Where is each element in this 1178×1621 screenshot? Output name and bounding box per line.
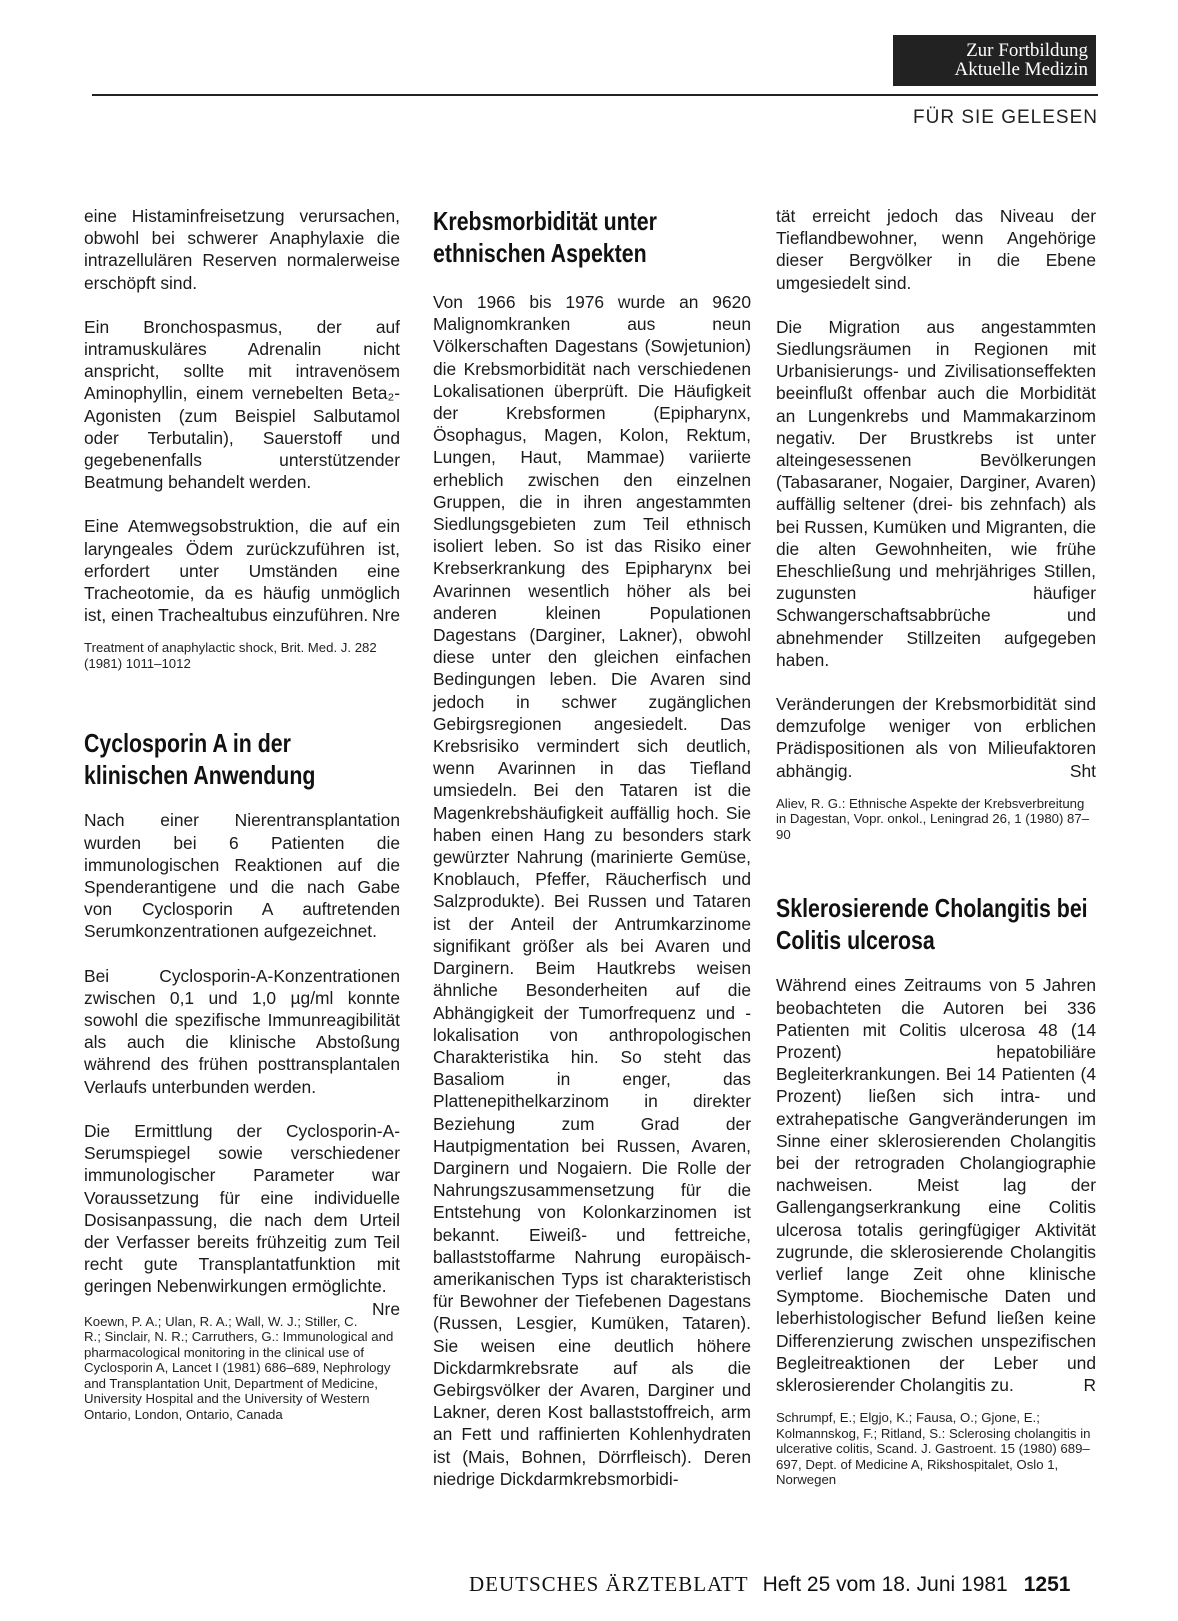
column-3 — [776, 205, 1096, 1488]
paragraph: eine Histaminfreisetzung verursachen, obwohl bei schwerer Anaphylaxie die intrazellulären Reserven normalerweise erschöpft sind. — [84, 206, 400, 293]
paragraph-text: Eine Atemwegsobstruktion, die auf ein laryngeales Ödem zurückzuführen ist, erfordert unter Umständen eine Tracheotomie, da es häufig unmöglich ist, einen Trachealtubus einzuführen. — [84, 516, 400, 626]
author-signature: Sht — [1069, 760, 1096, 781]
badge-line-1: Zur Fortbildung — [966, 40, 1088, 61]
badge-line-2: Aktuelle Medizin — [954, 59, 1088, 80]
article-title: Cyclosporin A in der klinischen Anwendung — [84, 728, 316, 791]
reference: Aliev, R. G.: Ethnische Aspekte der Krebsverbreitung in Dagestan, Vopr. onkol., Leningrad 26, 1 (1980) 87–90 — [776, 795, 1090, 842]
header-rule — [92, 94, 1098, 96]
reference: Treatment of anaphylactic shock, Brit. Med. J. 282 (1981) 1011–1012 — [84, 640, 377, 671]
paragraph-text: Die Ermittlung der Cyclosporin-A-Serumspiegel sowie verschiedener immunologischer Parameter war Voraussetzung für eine individuelle Dosisanpassung, die nach dem Urteil der Verfasser bereits frühzeitig zum Teil recht gute Transplantatfunktion mit geringen Nebenwirkungen ermöglichte. — [84, 1120, 400, 1297]
column-2 — [433, 205, 751, 1512]
paragraph — [776, 693, 1096, 782]
column-1 — [84, 205, 400, 1422]
paragraph — [776, 974, 1096, 1396]
author-signature: Nre — [371, 1298, 400, 1319]
paragraph: tät erreicht jedoch das Niveau der Tieflandbewohner, wenn Angehörige dieser Bergvölker in die Ebene umgesiedelt sind. — [776, 206, 1096, 293]
paragraph: Nach einer Nierentransplantation wurden bei 6 Patienten die immunologischen Reaktionen auf die Spenderantigene und die nach Gabe von Cyclosporin A auftretenden Serumkonzentrationen aufgezeichnet. — [84, 810, 400, 942]
reference: Koewn, P. A.; Ulan, R. A.; Wall, W. J.; Stiller, C. R.; Sinclair, N. R.; Carruthers, G.: Immunological and pharmacological monitoring in the clinical use of Cyclosporin A, Lancet I (1981) 686–689, Nephrology and Transplantation Unit, Department of Medicine, University Hospital and the University of Western Ontario, London, Ontario, Canada — [84, 1313, 394, 1422]
author-signature: R — [1083, 1375, 1096, 1396]
author-signature: Nre — [371, 605, 400, 626]
section-label: FÜR SIE GELESEN — [913, 107, 1098, 128]
reference: Schrumpf, E.; Elgjo, K.; Fausa, O.; Gjone, E.; Kolmannskog, F.; Ritland, S.: Sclerosing cholangitis in ulcerative colitis, Scand. J. Gastroent. 15 (1980) 689–697, Dept. of Medicine A, Rikshospitalet, Oslo 1, Norwegen — [776, 1410, 1091, 1488]
page-footer — [469, 1572, 1070, 1597]
paragraph: Von 1966 bis 1976 wurde an 9620 Malignomkranken aus neun Völkerschaften Dagestans (Sowjetunion) die Krebsmorbidität nach verschiedenen Lokalisationen überprüft. Die Häufigkeit der Krebsformen (Epipharynx, Ösophagus, Magen, Kolon, Rektum, Lungen, Haut, Mammae) variierte erheblich zwischen den einzelnen Gruppen, die in ihren angestammten Siedlungsgebieten zum Teil ethnisch isoliert leben. So ist das Risiko einer Krebserkrankung des Epipharynx bei Avarinnen wesentlich höher als bei anderen kleinen Populationen Dagestans (Darginer, Lakner), obwohl diese unter den gleichen einfachen Bedingungen leben. Die Avaren sind jedoch in schwer zugänglichen Gebirgsregionen angesiedelt. Das Krebsrisiko vermindert sich deutlich, wenn Avarinnen in das Tiefland umsiedeln. Bei den Tataren ist die Magenkrebshäufigkeit auffällig hoch. Sie haben einen Hang zu besonders stark gewürzter Nahrung (marinierte Gemüse, Knoblauch, Pfeffer, Räucherfisch und Salzprodukte). Bei Russen und Tataren ist der Anteil der Antrumkarzinome signifikant größer als bei Avaren und Darginern. Beim Hautkrebs weisen ähnliche Besonderheiten auf die Abhängigkeit der Tumorfrequenz und -lokalisation von anthropologischen Charakteristika hin. So steht das Basaliom in enger, das Plattenepithelkarzinom in direkter Beziehung zum Grad der Hautpigmentation bei Russen, Avaren, Darginern und Nogaiern. Die Rolle der Nahrungszusammensetzung für die Entstehung von Kolonkarzinomen ist bekannt. Eiweiß- und fettreiche, ballaststoffarme Nahrung europäisch-amerikanischen Typs ist charakteristisch für Bewohner der Tiefebenen Dagestans (Russen, Lesgier, Kumüken, Tataren). Sie weisen eine deutlich höhere Dickdarmkrebsrate auf als die Gebirgsvölker der Avaren, Darginer und Lakner, deren Kost ballaststoffreich, arm an Fett und raffinierten Kohlenhydraten ist (Mais, Bohnen, Dörrfleisch). Deren niedrige Dickdarmkrebsmorbidi- — [433, 292, 751, 1489]
paragraph: Ein Bronchospasmus, der auf intramuskuläres Adrenalin nicht anspricht, sollte mit intravenösem Aminophyllin, einem vernebelten Beta₂-Agonisten (zum Beispiel Salbutamol oder Terbutalin), Sauerstoff und gegebenenfalls unterstützender Beatmung behandelt werden. — [84, 316, 400, 493]
paragraph: Die Migration aus angestammten Siedlungsräumen in Regionen mit Urbanisierungs- und Zivilisationseffekten beeinflußt offenbar auch die Morbidität an Lungenkrebs und Mammakarzinom negativ. Der Brustkrebs ist unter alteingesessenen Bevölkerungen (Tabasaraner, Nogaier, Darginer, Avaren) auffällig seltener (drei- bis zehnfach) als bei Russen, Kumüken und Migranten, die die alten Gewohnheiten, wie frühe Eheschließung und mehrjähriges Stillen, zugunsten häufiger Schwangerschaftsabbrüche und abnehmender Stillzeiten aufgegeben haben. — [776, 316, 1096, 670]
article-title: Sklerosierende Cholangitis bei Colitis ulcerosa — [776, 893, 1088, 956]
page-number: 1251 — [1023, 1573, 1071, 1596]
paragraph: Bei Cyclosporin-A-Konzentrationen zwischen 0,1 und 1,0 µg/ml konnte sowohl die spezifische Immunreagibilität als auch die klinische Abstoßung während des frühen posttransplantalen Verlaufs unterbunden werden. — [84, 965, 400, 1097]
paragraph — [84, 515, 400, 626]
section-badge — [893, 35, 1096, 86]
paragraph — [84, 1120, 400, 1319]
magazine-name: DEUTSCHES ÄRZTEBLATT — [469, 1572, 749, 1596]
paragraph-text: Veränderungen der Krebsmorbidität sind demzufolge weniger von erblichen Prädispositionen als von Milieufaktoren abhängig. — [776, 694, 1096, 781]
issue-info: Heft 25 vom 18. Juni 1981 — [762, 1573, 1008, 1596]
article-title: Krebsmorbidität unter ethnischen Aspekten — [433, 206, 657, 268]
paragraph-text: Während eines Zeitraums von 5 Jahren beobachteten die Autoren bei 336 Patienten mit Colitis ulcerosa 48 (14 Prozent) hepatobiliäre Begleiterkrankungen. Bei 14 Patienten (4 Prozent) ließen sich intra- und extrahepatische Gangveränderungen im Sinne einer sklerosierenden Cholangitis bei der retrograden Cholangiographie nachweisen. Meist lag der Gallengangserkrankung eine Colitis ulcerosa totalis geringfügiger Aktivität zugrunde, die sklerosierende Cholangitis verlief lange Zeit ohne klinische Symptome. Biochemische Daten und leberhistologischer Befund ließen keine Differenzierung zwischen unspezifischen Begleitreaktionen der Leber und sklerosierender Cholangitis zu. — [776, 975, 1096, 1396]
